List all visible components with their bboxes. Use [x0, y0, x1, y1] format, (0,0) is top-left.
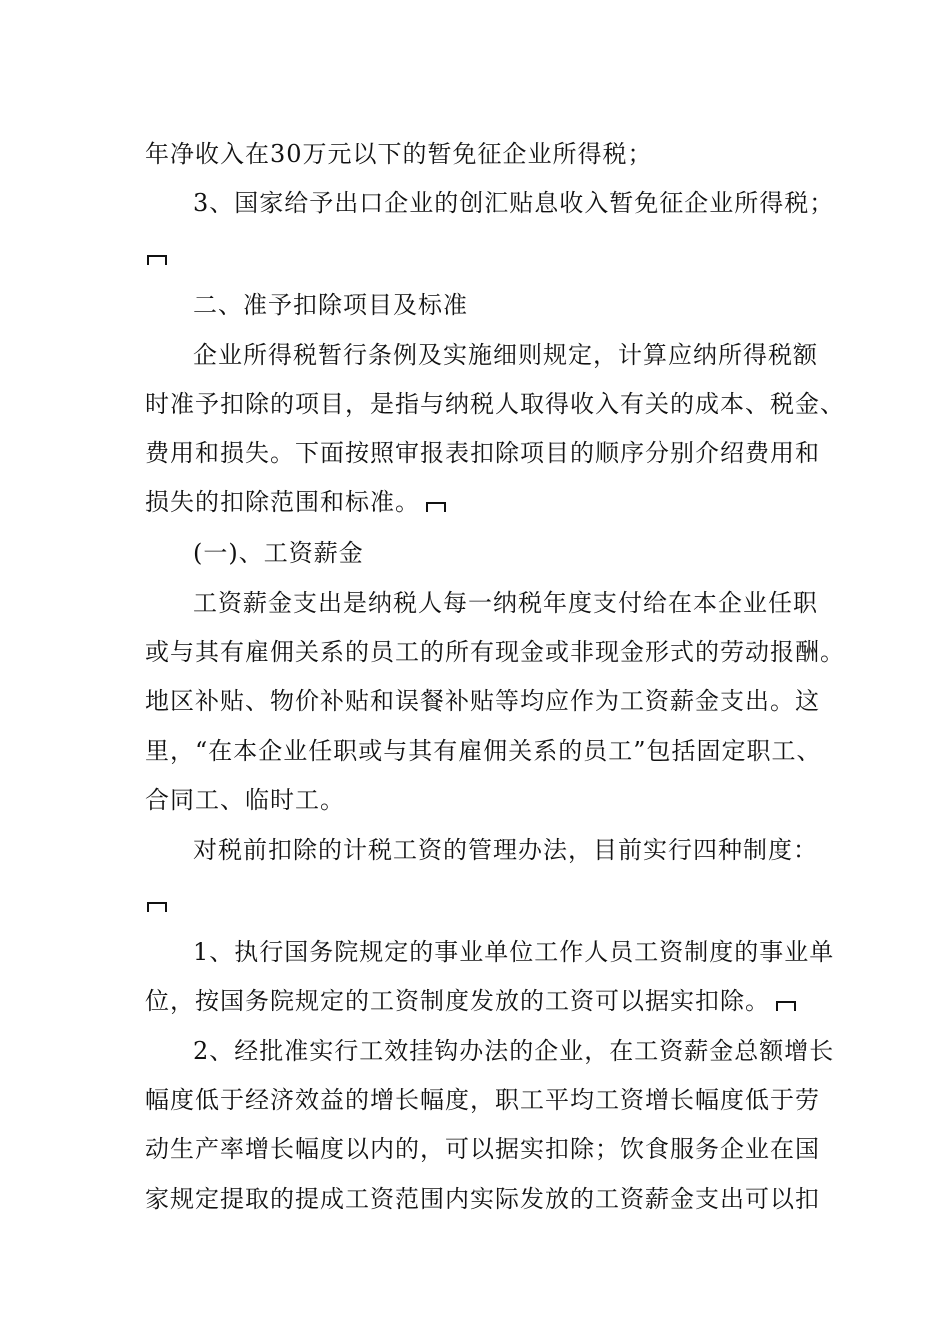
- text-line: 1、执行国务院规定的事业单位工作人员工资制度的事业单: [193, 938, 835, 966]
- paragraph-mark-icon: [776, 1001, 796, 1011]
- text-line: 对税前扣除的计税工资的管理办法，目前实行四种制度：: [193, 836, 818, 864]
- text-line: 动生产率增长幅度以内的，可以据实扣除；饮食服务企业在国: [145, 1135, 820, 1163]
- text-line: 企业所得税暂行条例及实施细则规定，计算应纳所得税额: [193, 341, 818, 369]
- text-line: 年净收入在30万元以下的暂免征企业所得税；: [145, 140, 653, 168]
- text-line: 时准予扣除的项目，是指与纳税人取得收入有关的成本、税金、: [145, 390, 845, 418]
- text-line: 幅度低于经济效益的增长幅度，职工平均工资增长幅度低于劳: [145, 1086, 820, 1114]
- paragraph-mark-icon: [147, 902, 167, 912]
- text-line: 或与其有雇佣关系的员工的所有现金或非现金形式的劳动报酬。: [145, 638, 845, 666]
- text-line: 地区补贴、物价补贴和误餐补贴等均应作为工资薪金支出。这: [145, 687, 820, 715]
- section-heading: 二、准予扣除项目及标准: [193, 291, 468, 319]
- paragraph-mark-icon: [426, 502, 446, 512]
- text-line: 里，“在本企业任职或与其有雇佣关系的员工”包括固定职工、: [145, 737, 822, 765]
- paragraph-mark-icon: [147, 255, 167, 265]
- text-line: [145, 983, 815, 1019]
- text-line: 工资薪金支出是纳税人每一纳税年度支付给在本企业任职: [193, 589, 818, 617]
- text-line: [145, 484, 815, 520]
- text-line-content: 位，按国务院规定的工资制度发放的工资可以据实扣除。: [145, 987, 770, 1015]
- text-line: 合同工、临时工。: [145, 786, 345, 814]
- text-line: 费用和损失。下面按照审报表扣除项目的顺序分别介绍费用和: [145, 439, 820, 467]
- text-line: 3、国家给予出口企业的创汇贴息收入暂免征企业所得税；: [193, 189, 835, 217]
- text-line: 2、经批准实行工效挂钩办法的企业，在工资薪金总额增长: [193, 1037, 835, 1065]
- text-line-content: 损失的扣除范围和标准。: [145, 488, 420, 516]
- text-line: 家规定提取的提成工资范围内实际发放的工资薪金支出可以扣: [145, 1185, 820, 1213]
- subsection-heading: (一)、工资薪金: [193, 539, 364, 567]
